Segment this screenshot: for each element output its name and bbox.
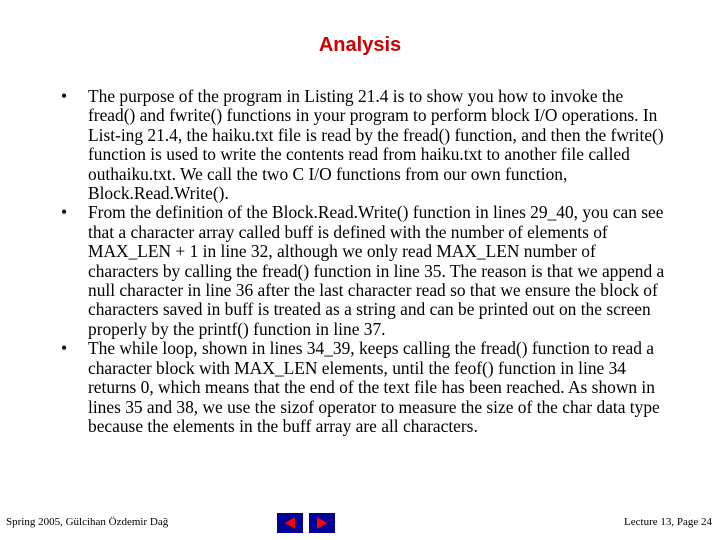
bullet-marker: •	[60, 202, 68, 223]
slide-navigation	[277, 513, 335, 533]
bullet-text: From the definition of the Block.Read.Write() function in lines 29_40, you can see that a character array called buff is defined with the number of elements of MAX_LEN + 1 in line 32, although we only read MAX_LEN number of characters by calling the fread() function in line 35. The reason is that we append a null character in line 36 after the last character read so that we ensure the block of characters saved in buff is treated as a string and can be printed out on the screen properly by the printf() function in line 37.	[88, 202, 665, 339]
bullet-item	[58, 203, 668, 339]
bullet-list	[58, 87, 668, 436]
next-slide-button[interactable]	[309, 513, 335, 533]
slide-title: Analysis	[318, 34, 402, 56]
bullet-text: The while loop, shown in lines 34_39, keeps calling the fread() function to read a character block with MAX_LEN elements, until the feof() function in line 34 returns 0, which means that the end of the text file has been reached. As shown in lines 35 and 38, we use the sizof operator to measure the size of the char data type because the elements in the buff array are all characters.	[88, 338, 660, 436]
footer-page-number: Lecture 13, Page 24	[624, 516, 712, 528]
triangle-right-icon	[315, 516, 329, 530]
previous-slide-button[interactable]	[277, 513, 303, 533]
footer-credit: Spring 2005, Gülcihan Özdemir Dağ	[6, 516, 169, 528]
bullet-item	[58, 339, 668, 436]
triangle-left-icon	[283, 516, 297, 530]
bullet-text: The purpose of the program in Listing 21.4 is to show you how to invoke the fread() and fwrite() functions in your program to perform block I/O operations. In List-ing 21.4, the haiku.txt file is read by the fread() function, and then the fwrite() function is used to write the contents read from haiku.txt to another file called outhaiku.txt. We call the two C I/O functions from our own function, Block.Read.Write().	[88, 86, 664, 204]
bullet-item	[58, 87, 668, 203]
bullet-marker: •	[60, 338, 68, 359]
bullet-marker: •	[60, 86, 68, 106]
